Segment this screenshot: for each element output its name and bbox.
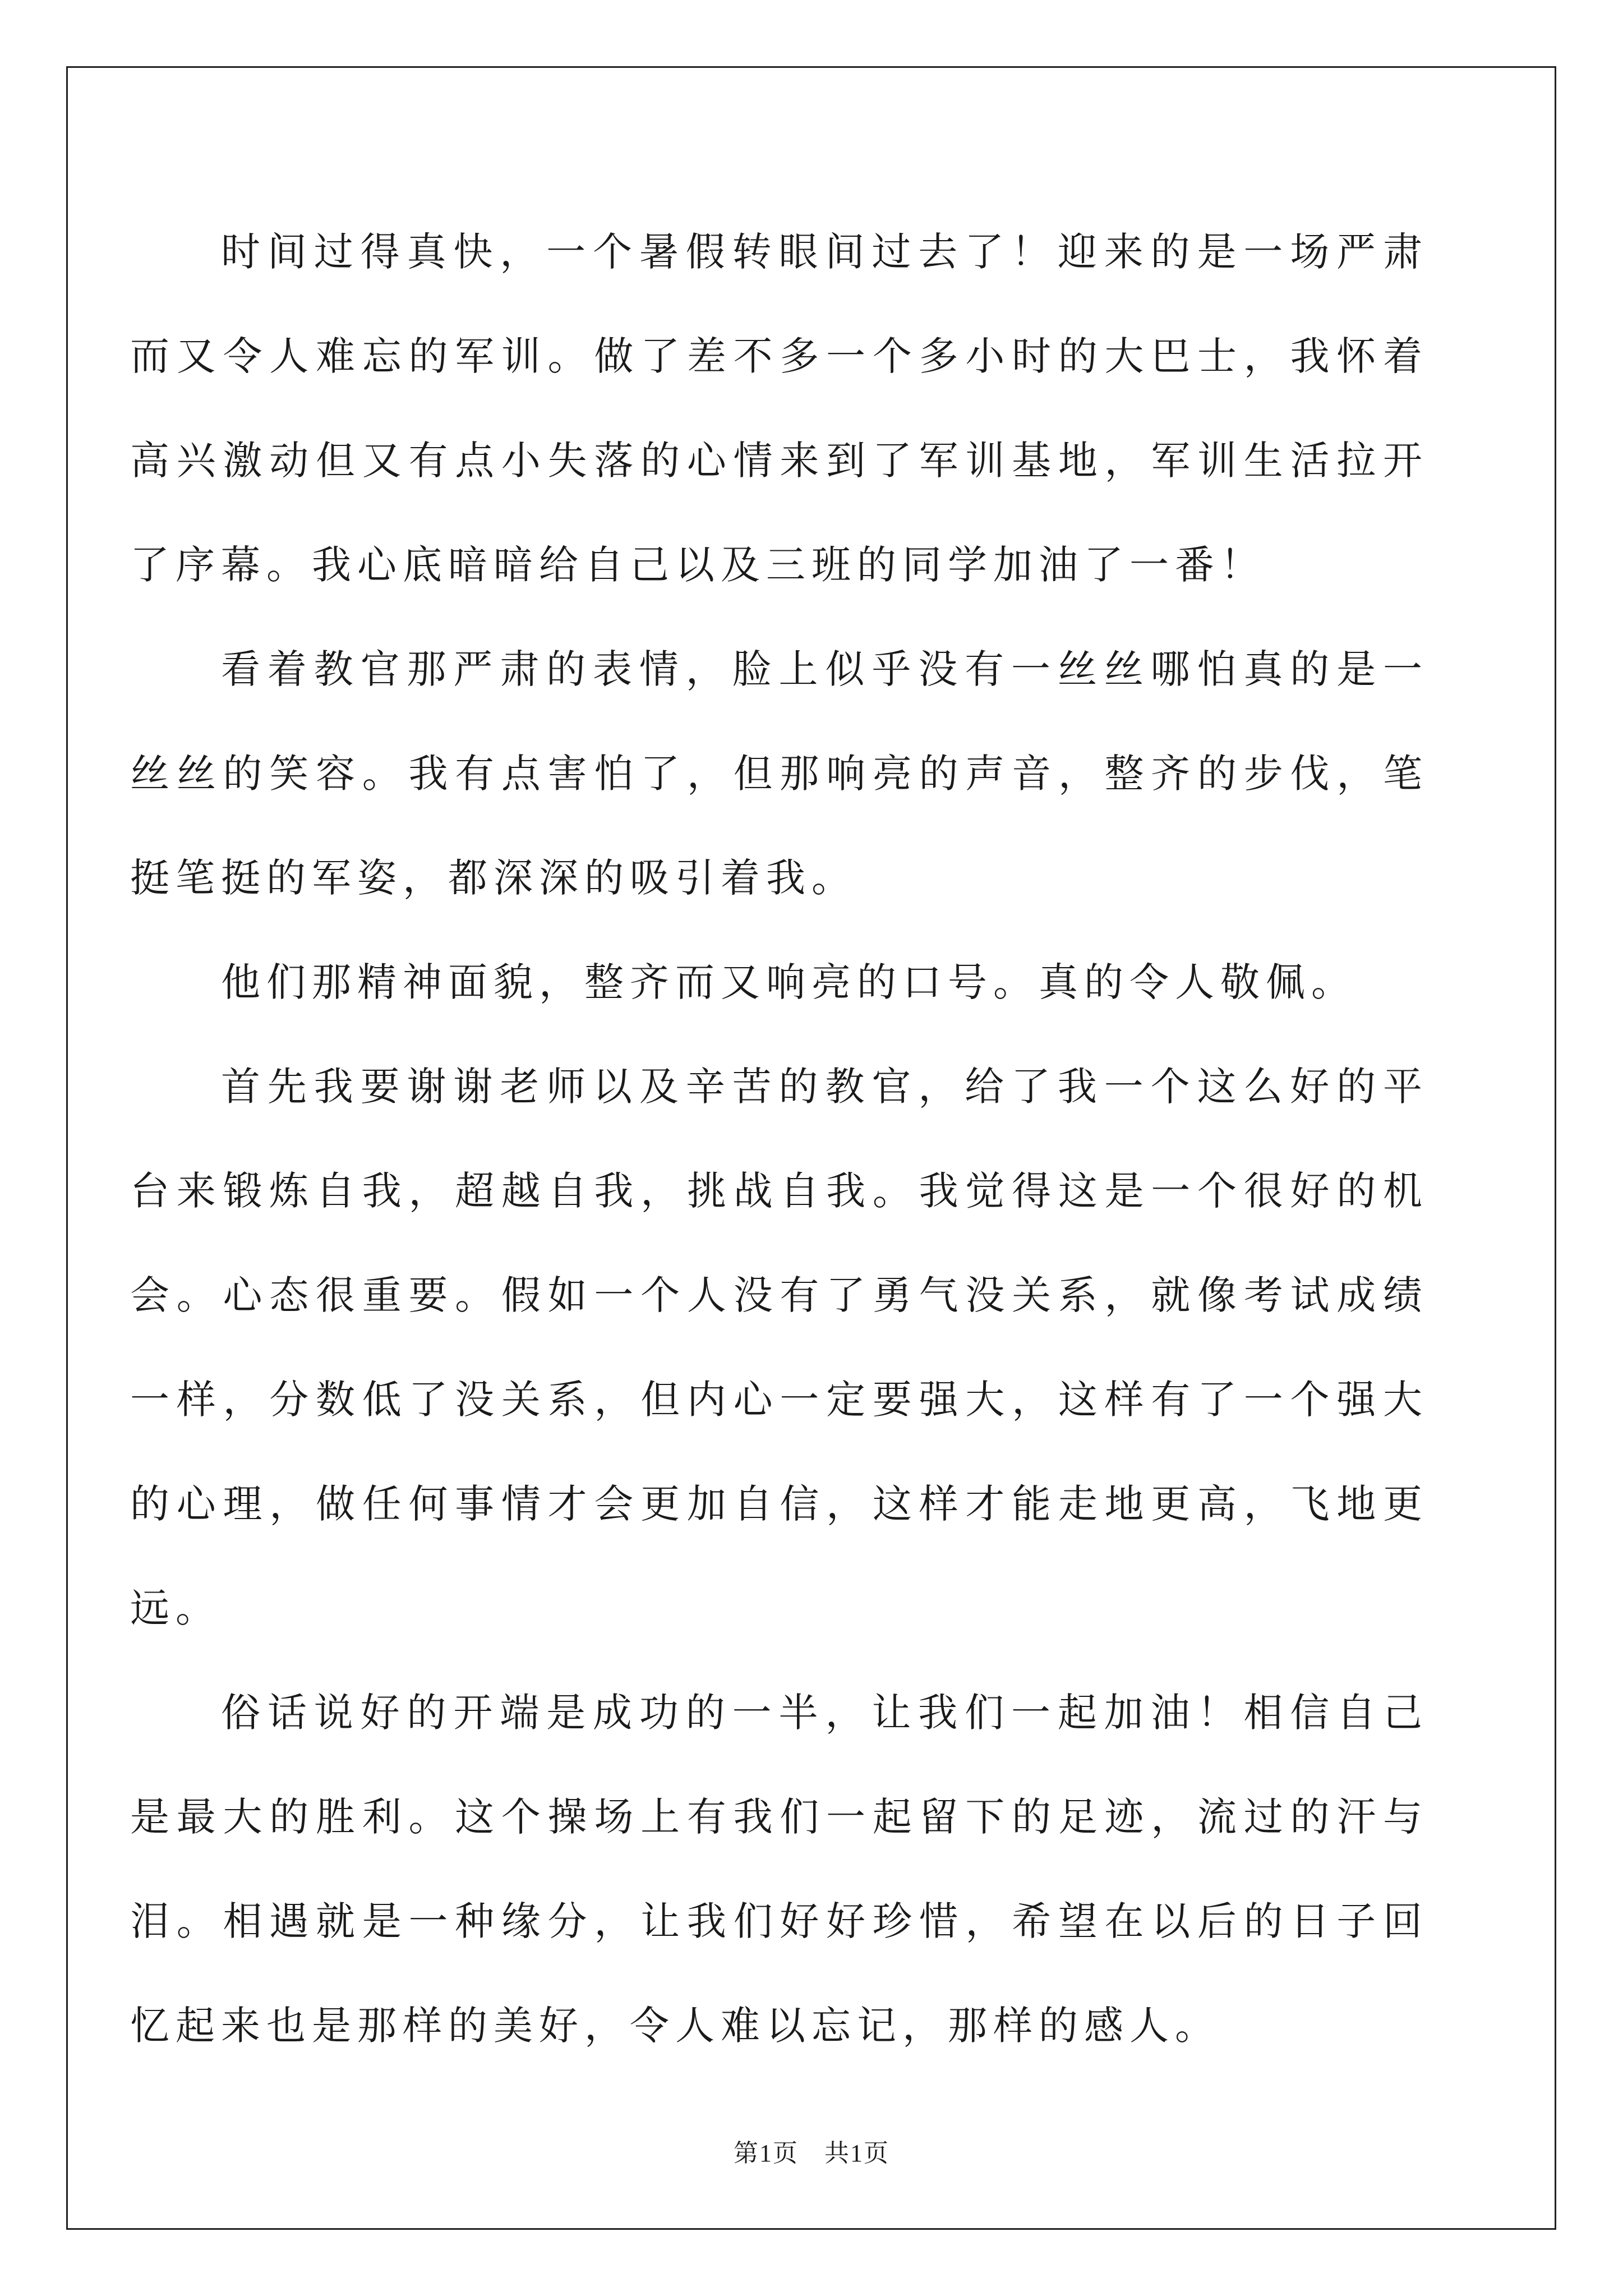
page-total: 共1页	[824, 2139, 889, 2167]
paragraph-4: 首先我要谢谢老师以及辛苦的教官，给了我一个这么好的平台来锻炼自我，超越自我，挑战自我。我觉得这是一个很好的机会。心态很重要。假如一个人没有了勇气没关系，就像考试成绩一样，分数低了没关系，但内心一定要强大，这样有了一个强大的心理，做任何事情才会更加自信，这样才能走地更高，飞地更远。	[130, 1064, 1428, 1631]
paragraph-2: 看着教官那严肃的表情，脸上似乎没有一丝丝哪怕真的是一丝丝的笑容。我有点害怕了，但那响亮的声音，整齐的步伐，笔挺笔挺的军姿，都深深的吸引着我。	[130, 646, 1428, 901]
paragraph-3: 他们那精神面貌，整齐而又响亮的口号。真的令人敬佩。	[221, 959, 1357, 1005]
page-footer	[0, 2133, 1623, 2169]
paragraph-5: 俗话说好的开端是成功的一半，让我们一起加油！相信自己是最大的胜利。这个操场上有我们一起留下的足迹，流过的汗与泪。相遇就是一种缘分，让我们好好珍惜，希望在以后的日子回忆起来也是那样的美好，令人难以忘记，那样的感人。	[130, 1690, 1428, 2049]
document-body	[130, 200, 1428, 2078]
paragraph-1: 时间过得真快，一个暑假转眼间过去了！迎来的是一场严肃而又令人难忘的军训。做了差不多一个多小时的大巴士，我怀着高兴激动但又有点小失落的心情来到了军训基地，军训生活拉开了序幕。我心底暗暗给自己以及三班的同学加油了一番！	[130, 229, 1428, 588]
page-number: 第1页	[734, 2139, 799, 2167]
